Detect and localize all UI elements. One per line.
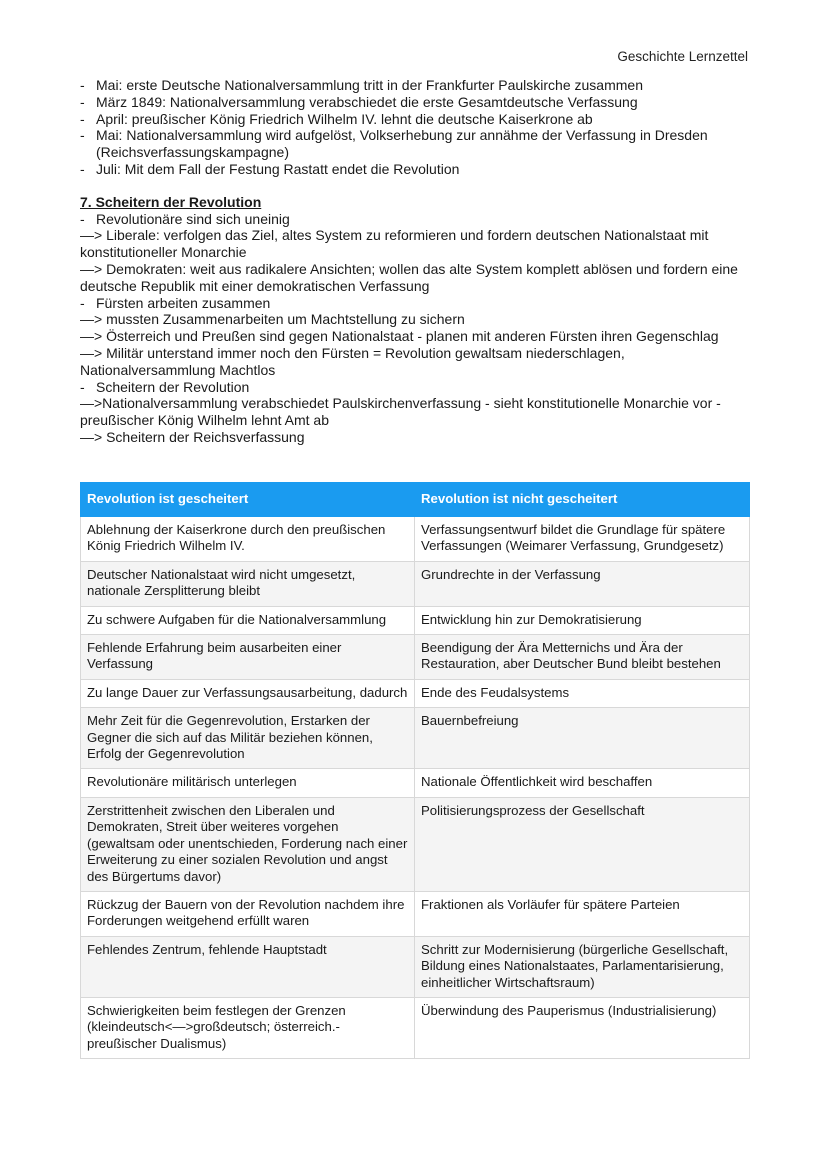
table-row xyxy=(81,769,750,797)
table-cell: Zerstrittenheit zwischen den Liberalen und Demokraten, Streit über weiteres vorgehen (gewaltsam oder unentschieden, Forderung nach einer Erweiterung zu einer sozialen Revolution und angst des Bürgertums davor) xyxy=(81,797,415,891)
section-line-text: Revolutionäre sind sich uneinig xyxy=(96,210,290,227)
table-cell: Nationale Öffentlichkeit wird beschaffen xyxy=(415,769,750,797)
table-cell: Rückzug der Bauern von der Revolution nachdem ihre Forderungen weitgehend erfüllt waren xyxy=(81,891,415,936)
table-cell: Fraktionen als Vorläufer für spätere Parteien xyxy=(415,891,750,936)
list-item xyxy=(80,94,752,111)
column-header-not-failed: Revolution ist nicht gescheitert xyxy=(415,483,750,517)
table-cell: Überwindung des Pauperismus (Industrialisierung) xyxy=(415,997,750,1058)
table-header-row xyxy=(81,483,750,517)
list-item xyxy=(80,111,752,128)
section-arrow-line: —> Liberale: verfolgen das Ziel, altes System zu reformieren und fordern deutschen Nationalstaat mit konstitutioneller Monarchie xyxy=(80,227,709,261)
table-row xyxy=(81,936,750,997)
section-arrow-line: —> Österreich und Preußen sind gegen Nationalstaat - planen mit anderen Fürsten ihren Gegenschlag xyxy=(80,328,719,345)
section-bullet xyxy=(80,379,752,396)
section-line-text: Scheitern der Revolution xyxy=(96,378,250,395)
table-cell: Politisierungsprozess der Gesellschaft xyxy=(415,797,750,891)
list-item xyxy=(80,77,752,94)
table-cell: Entwicklung hin zur Demokratisierung xyxy=(415,606,750,634)
table-cell: Schwierigkeiten beim festlegen der Grenzen (kleindeutsch<—>großdeutsch; österreich.-preußischer Dualismus) xyxy=(81,997,415,1058)
table-row xyxy=(81,891,750,936)
dash-marker: - xyxy=(80,77,85,93)
table-cell: Beendigung der Ära Metternichs und Ära der Restauration, aber Deutscher Bund bleibt bestehen xyxy=(415,635,750,680)
notes-content xyxy=(80,77,752,446)
timeline-text: April: preußischer König Friedrich Wilhelm IV. lehnt die deutsche Kaiserkrone ab xyxy=(96,110,593,127)
table-cell: Fehlende Erfahrung beim ausarbeiten einer Verfassung xyxy=(81,635,415,680)
list-item xyxy=(80,161,752,178)
section-line-text: Fürsten arbeiten zusammen xyxy=(96,294,271,311)
table-row xyxy=(81,679,750,707)
dash-marker: - xyxy=(80,294,85,311)
table-row xyxy=(81,517,750,562)
table-cell: Ablehnung der Kaiserkrone durch den preußischen König Friedrich Wilhelm IV. xyxy=(81,517,415,562)
dash-marker: - xyxy=(80,378,85,395)
dash-marker: - xyxy=(80,160,85,177)
dash-marker: - xyxy=(80,110,85,127)
page-header: Geschichte Lernzettel xyxy=(617,49,748,64)
section-arrow-line: —> Scheitern der Reichsverfassung xyxy=(80,428,305,445)
section-arrow-line: —>Nationalversammlung verabschiedet Paulskirchenverfassung - sieht konstitutionelle Monarchie vor - preußischer König Wilhelm lehnt Amt ab xyxy=(80,395,721,429)
section-arrow-line: —> Militär unterstand immer noch den Fürsten = Revolution gewaltsam niederschlagen, Nationalversammlung Machtlos xyxy=(80,344,625,378)
list-item xyxy=(80,127,752,161)
dash-marker: - xyxy=(80,93,85,110)
section-heading: 7. Scheitern der Revolution xyxy=(80,193,262,210)
table-cell: Zu schwere Aufgaben für die Nationalversammlung xyxy=(81,606,415,634)
table-row xyxy=(81,708,750,769)
dash-marker: - xyxy=(80,127,85,144)
timeline-text: Mai: erste Deutsche Nationalversammlung tritt in der Frankfurter Paulskirche zusammen xyxy=(96,77,643,93)
table-row xyxy=(81,635,750,680)
table-cell: Verfassungsentwurf bildet die Grundlage für spätere Verfassungen (Weimarer Verfassung, Grundgesetz) xyxy=(415,517,750,562)
section-bullet xyxy=(80,211,752,228)
table-cell: Grundrechte in der Verfassung xyxy=(415,561,750,606)
table-cell: Bauernbefreiung xyxy=(415,708,750,769)
table-cell: Deutscher Nationalstaat wird nicht umgesetzt, nationale Zersplitterung bleibt xyxy=(81,561,415,606)
revolution-comparison-table xyxy=(80,482,750,1059)
table-row xyxy=(81,606,750,634)
dash-marker: - xyxy=(80,210,85,227)
column-header-failed: Revolution ist gescheitert xyxy=(81,483,415,517)
table-row xyxy=(81,561,750,606)
table-cell: Mehr Zeit für die Gegenrevolution, Erstarken der Gegner die sich auf das Militär beziehen können, Erfolg der Gegenrevolution xyxy=(81,708,415,769)
table-cell: Fehlendes Zentrum, fehlende Hauptstadt xyxy=(81,936,415,997)
table-cell: Zu lange Dauer zur Verfassungsausarbeitung, dadurch xyxy=(81,679,415,707)
table-row xyxy=(81,997,750,1058)
section-arrow-line: —> mussten Zusammenarbeiten um Machtstellung zu sichern xyxy=(80,311,465,328)
timeline-text: März 1849: Nationalversammlung verabschiedet die erste Gesamtdeutsche Verfassung xyxy=(96,93,638,110)
timeline-text: Mai: Nationalversammlung wird aufgelöst, Volkserhebung zur annähme der Verfassung in Dresden (Reichsverfassungskampagne) xyxy=(96,127,708,161)
table-row xyxy=(81,797,750,891)
timeline-text: Juli: Mit dem Fall der Festung Rastatt endet die Revolution xyxy=(96,160,460,177)
section-arrow-line: —> Demokraten: weit aus radikalere Ansichten; wollen das alte System komplett ablösen und fordern eine deutsche Republik mit einer demokratischen Verfassung xyxy=(80,260,738,294)
table-cell: Schritt zur Modernisierung (bürgerliche Gesellschaft, Bildung eines Nationalstaates, Parlamentarisierung, einheitlicher Wirtschaftsraum) xyxy=(415,936,750,997)
section-bullet xyxy=(80,295,752,312)
table-cell: Ende des Feudalsystems xyxy=(415,679,750,707)
table-cell: Revolutionäre militärisch unterlegen xyxy=(81,769,415,797)
timeline-list xyxy=(80,77,752,178)
